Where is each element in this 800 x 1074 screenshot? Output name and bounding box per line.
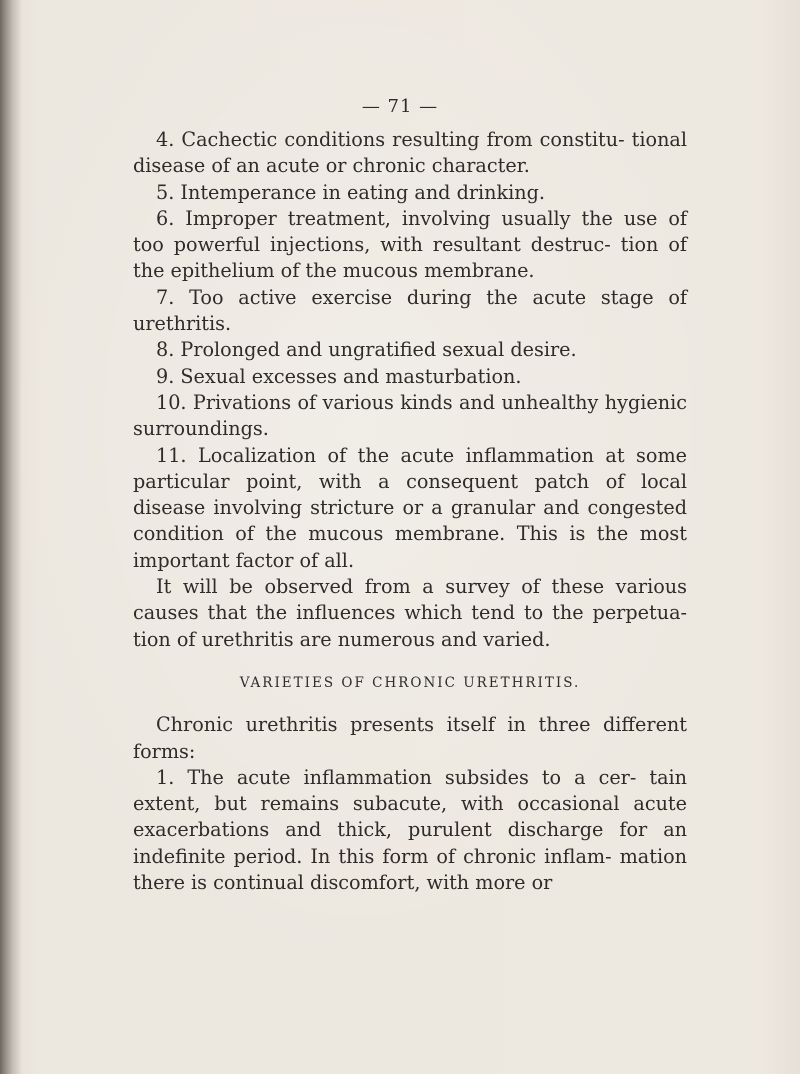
page-number: — 71 — — [361, 96, 439, 117]
section-heading: VARIETIES OF CHRONIC URETHRITIS. — [239, 674, 581, 691]
paragraph: 4. Cachectic conditions resulting from constitu- tional disease of an acute or chronic character. — [133, 128, 687, 178]
paragraph: 9. Sexual excesses and masturbation. — [156, 364, 522, 388]
paragraph: 6. Improper treatment, involving usually the use of too powerful injections, with resultant destruc- tion of the epithelium of the mucous membrane. — [133, 206, 687, 283]
paragraph: Chronic urethritis presents itself in three different forms: — [133, 713, 687, 763]
page-binding-edge — [0, 0, 22, 1074]
paragraph: 1. The acute inflammation subsides to a cer- tain extent, but remains subacute, with occasional acute exacerbations and thick, purulent discharge for an indefinite period. In this form of chronic inflam- mation there is continual discomfort, with more or — [133, 765, 687, 895]
paragraph: It will be observed from a survey of these various causes that the influences which tend to the perpetua- tion of urethritis are numerous and varied. — [133, 575, 687, 651]
paragraph: 7. Too active exercise during the acute stage of urethritis. — [133, 285, 687, 336]
paragraph: 8. Prolonged and ungratified sexual desire. — [156, 338, 577, 362]
paragraph: 10. Privations of various kinds and unhealthy hygienic surroundings. — [133, 390, 687, 441]
paragraph: 5. Intemperance in eating and drinking. — [156, 180, 546, 204]
paragraph: 11. Localization of the acute inflammation at some particular point, with a consequent patch of local disease involving stricture or a granular and congested condition of the mucous membrane. This is the most important factor of all. — [133, 443, 687, 572]
page-body-text — [133, 127, 687, 896]
